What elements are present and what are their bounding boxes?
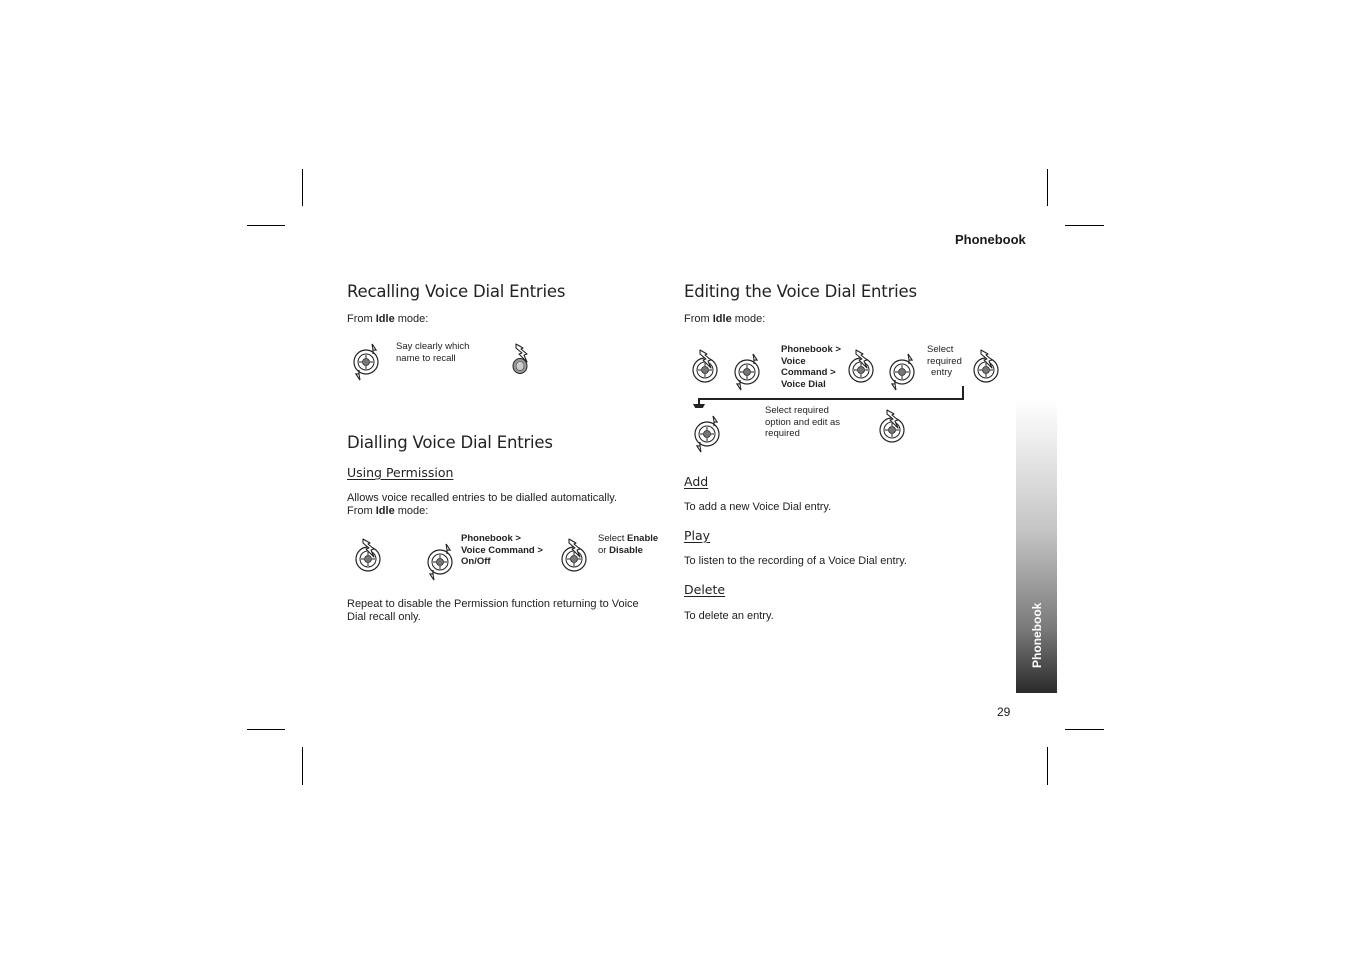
nav-key-press-icon xyxy=(352,340,386,384)
play-subheading: Play xyxy=(684,528,711,543)
crop-mark xyxy=(302,169,303,206)
voice-key-press-icon xyxy=(508,342,532,376)
nav-scroll-updown-icon xyxy=(426,540,456,584)
editing-heading: Editing the Voice Dial Entries xyxy=(684,282,917,301)
using-permission-subheading: Using Permission xyxy=(347,465,454,480)
crop-mark xyxy=(247,225,285,226)
crop-mark xyxy=(1065,225,1104,226)
nav-key-press-icon xyxy=(972,348,1002,386)
crop-mark xyxy=(247,729,285,730)
dialling-select-option: Select Enable or Disable xyxy=(598,533,659,556)
play-description: To listen to the recording of a Voice Dial entry. xyxy=(684,555,907,567)
nav-key-press-icon xyxy=(691,348,721,386)
side-tab-label: Phonebook xyxy=(1030,602,1044,668)
add-description: To add a new Voice Dial entry. xyxy=(684,501,832,513)
recall-from-idle: From Idle mode: xyxy=(347,313,429,325)
section-header: Phonebook xyxy=(955,232,1026,247)
dialling-repeat-note: Repeat to disable the Permission function returning to Voice Dial recall only. xyxy=(347,598,639,623)
editing-menu-path: Phonebook > Voice Command > Voice Dial xyxy=(781,344,841,390)
delete-description: To delete an entry. xyxy=(684,610,774,622)
editing-from-idle: From Idle mode: xyxy=(684,313,766,325)
recall-heading: Recalling Voice Dial Entries xyxy=(347,282,566,301)
crop-mark xyxy=(1065,729,1104,730)
nav-key-press-icon xyxy=(354,537,384,575)
dialling-menu-path: Phonebook > Voice Command > On/Off xyxy=(461,533,543,567)
page-number: 29 xyxy=(997,705,1011,719)
nav-key-press-icon xyxy=(878,408,908,446)
crop-mark xyxy=(302,747,303,785)
nav-scroll-updown-icon xyxy=(693,412,723,456)
editing-select-entry: Select required entry xyxy=(927,344,962,378)
dialling-heading: Dialling Voice Dial Entries xyxy=(347,433,553,452)
editing-option-instruction: Select required option and edit as required xyxy=(765,405,841,439)
crop-mark xyxy=(1047,747,1048,785)
recall-instruction: Say clearly which name to recall xyxy=(396,341,470,364)
nav-key-press-icon xyxy=(560,537,590,575)
nav-key-press-icon xyxy=(847,348,877,386)
delete-subheading: Delete xyxy=(684,582,726,597)
crop-mark xyxy=(1047,169,1048,206)
add-subheading: Add xyxy=(684,474,709,489)
dialling-description: Allows voice recalled entries to be dialled automatically. From Idle mode: xyxy=(347,492,618,517)
